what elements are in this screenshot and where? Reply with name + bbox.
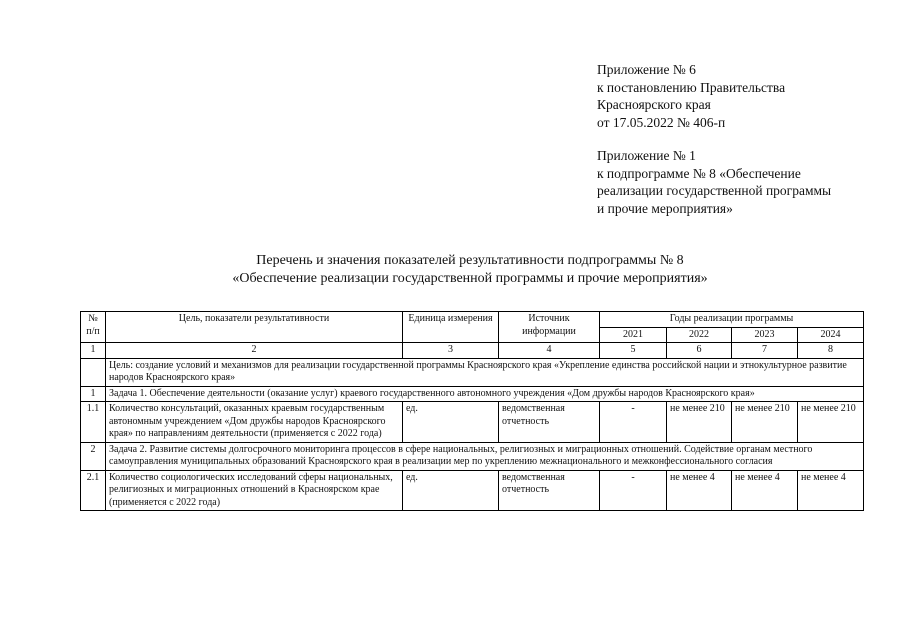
indicator-source: ведомственная отчетность [499, 402, 600, 443]
indicator-source: ведомственная отчетность [499, 470, 600, 511]
col-number: 6 [667, 343, 732, 359]
indicator-2021: - [600, 402, 667, 443]
col-number: 2 [106, 343, 403, 359]
indicators-table [80, 311, 864, 511]
col-number: 3 [403, 343, 499, 359]
indicator-2024: не менее 4 [798, 470, 864, 511]
indicator-2024: не менее 210 [798, 402, 864, 443]
task-num: 2 [81, 442, 106, 470]
appendix-line: Приложение № 6 [597, 62, 696, 77]
indicator-text: Количество консультаций, оказанных краевым государственным автономным учреждением «Дом дружбы народов Красноярского края» по направлениям деятельности (применяется с 2022 года) [106, 402, 403, 443]
indicator-num: 2.1 [81, 470, 106, 511]
spacer [597, 131, 831, 147]
header-year-2021: 2021 [600, 327, 667, 343]
appendix-line: к подпрограмме № 8 «Обеспечение [597, 165, 801, 181]
goal-text: Цель: создание условий и механизмов для реализации государственной программы Красноярского края «Укрепление единства российской нации и этнокультурное развитие народов Красноярского края» [106, 358, 864, 386]
appendix-line: и прочие мероприятия» [597, 200, 733, 216]
col-number: 4 [499, 343, 600, 359]
header-row [81, 312, 864, 328]
title-line: «Обеспечение реализации государственной программы и прочие мероприятия» [232, 271, 708, 286]
goal-row [81, 358, 864, 386]
header-goal: Цель, показатели результативности [106, 312, 403, 343]
indicator-2023: не менее 210 [732, 402, 798, 443]
col-number: 1 [81, 343, 106, 359]
goal-num-cell [81, 358, 106, 386]
indicator-num: 1.1 [81, 402, 106, 443]
indicator-2023: не менее 4 [732, 470, 798, 511]
task-row [81, 386, 864, 402]
indicator-2022: не менее 4 [667, 470, 732, 511]
header-unit: Единица измерения [403, 312, 499, 343]
col-number: 5 [600, 343, 667, 359]
header-source: Источник информации [499, 312, 600, 343]
indicator-2021: - [600, 470, 667, 511]
appendix-header [597, 61, 831, 217]
header-num: № п/п [81, 312, 106, 343]
header-year-2024: 2024 [798, 327, 864, 343]
task-text: Задача 2. Развитие системы долгосрочного мониторинга процессов в сфере национальных, религиозных и миграционных отношений. Содействие органам местного самоуправления муниципальных образований Красноярского края в реализации мер по укреплению межнационального и межконфессионального согласия [106, 442, 864, 470]
indicator-row [81, 470, 864, 511]
document-title [80, 252, 860, 288]
indicator-2022: не менее 210 [667, 402, 732, 443]
column-number-row [81, 343, 864, 359]
appendix-line: Приложение № 1 [597, 148, 696, 163]
task-num: 1 [81, 386, 106, 402]
header-year-2022: 2022 [667, 327, 732, 343]
indicator-unit: ед. [403, 470, 499, 511]
appendix-line: к постановлению Правительства [597, 79, 786, 95]
title-line: Перечень и значения показателей результативности подпрограммы № 8 [256, 253, 684, 268]
header-years-group: Годы реализации программы [600, 312, 864, 328]
indicator-unit: ед. [403, 402, 499, 443]
header-year-2023: 2023 [732, 327, 798, 343]
indicator-text: Количество социологических исследований сферы национальных, религиозных и миграционных отношений в Красноярском крае (применяется с 2022 года) [106, 470, 403, 511]
col-number: 7 [732, 343, 798, 359]
col-number: 8 [798, 343, 864, 359]
task-text: Задача 1. Обеспечение деятельности (оказание услуг) краевого государственного автономного учреждения «Дом дружбы народов Красноярского края» [106, 386, 864, 402]
indicator-row [81, 402, 864, 443]
task-row [81, 442, 864, 470]
appendix-line: реализации государственной программы [597, 183, 832, 198]
appendix-line: Красноярского края [597, 97, 711, 112]
appendix-line: от 17.05.2022 № 406-п [597, 114, 726, 130]
